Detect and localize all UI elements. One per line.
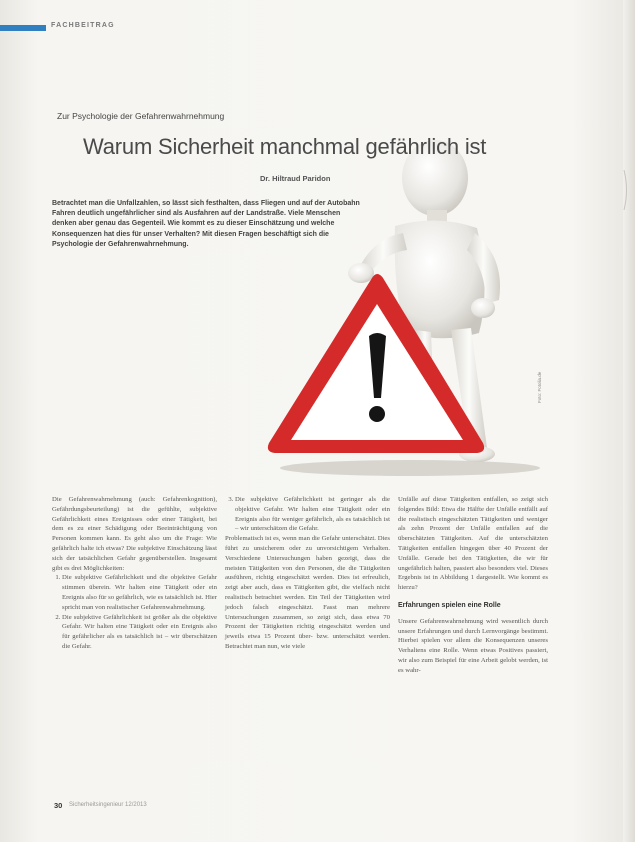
lead-text: Betrachtet man die Unfallzahlen, so lässt sich festhalten, dass Fliegen und auf der Autobahn Fahren deutlich ungefährlicher sind als Ausfahren auf der Landstraße. Viele Menschen denken aber genau das Gegenteil. Wie kommt es zu dieser Einschätzung und welche Konsequenzen hat dies für unser Verhalten? Mit diesen Fragen beschäftigt sich die Psychologie der Gefahrenwahrnehmung. [52,200,360,248]
article-title: Warum Sicherheit manchmal gefährlich ist [83,134,487,159]
magazine-name: Sicherheitsingenieur 12/2013 [69,802,147,808]
floor-shadow [280,460,540,476]
section-label: FACHBEITRAG [51,22,115,29]
section-accent-bar [0,25,46,31]
numbered-list [225,495,390,534]
article-kicker: Zur Psychologie der Gefahrenwahrnehmung [57,111,225,121]
page-number: 30 [54,801,63,810]
paragraph: Die Gefahrenwahrnehmung (auch: Gefahrenkognition), Gefährdungsbeurteilung) ist die gefühlte, subjektive Gefährlichkeit eines Ereignisses oder einer Tätigkeit, bei dem es zu einer Schädigung oder Beeinträchtigung von Personen kommen kann. Es geht also um die Frage: Wie gefährlich halte ich etwas? Die subjektive Einschätzung lässt sich der tatsächlichen Gefahr gegenüberstellen. Insgesamt gibt es drei Möglichkeiten: [52,496,217,572]
list-item: 3. Die subjektive Gefährlichkeit ist geringer als die objektive Gefahr. Wir halten eine Tätigkeit oder ein Ereignis also für weniger gefährlich, als es tatsächlich ist – wir unterschätzen die Gefahr. [235,495,390,534]
warning-triangle-illustration [255,118,555,478]
paragraph: Unfälle auf diese Tätigkeiten entfallen, so zeigt sich folgendes Bild: Etwa die Hälfte der Unfälle entfällt auf die realistisch eingeschätzten Tätigkeiten und weniger als zehn Prozent der Unfälle entfallen auf die überschätzten Tätigkeiten. Auf die unterschätzten Tätigkeiten entfallen hingegen über 40 Prozent der Unfälle. Gerade bei den Tätigkeiten, die wir für ungefährlich halten, passiert also besonders viel. Dieses Ergebnis ist in Abbildung 1 dargestellt. Wie kommt es hierzu? [398,496,548,592]
paragraph: Problematisch ist es, wenn man die Gefahr unterschätzt. Dies führt zu unsicherem oder zu unvorsichtigem Verhalten. Verschiedene Untersuchungen haben gezeigt, dass die meisten Tätigkeiten von den Personen, die die Tätigkeiten ausführen, richtig eingeschätzt werden. Dies ist erfreulich, zeigt aber auch, dass es Tätigkeiten gibt, die vielfach nicht realistisch betrachtet werden. Ein Teil der Tätigkeiten wird jedoch falsch eingeschätzt. Fasst man mehrere Untersuchungen zusammen, so zeigt sich, dass etwa 70 Prozent der Tätigkeiten richtig eingeschätzt werden und jeweils etwa 15 Prozent über- bzw. unterschätzt werden. Betrachtet man nun, wie viele [225,535,390,650]
body-column-1 [52,495,217,652]
article-lead [52,199,362,250]
body-column-3 [398,495,548,676]
list-item: 2. Die subjektive Gefährlichkeit ist größer als die objektive Gefahr. Wir halten eine Tätigkeit oder ein Ereignis also für gefährlicher als es tatsächlich ist – wir überschätzen die Gefahr. [62,613,217,652]
page-fold-shadow [623,0,635,842]
paragraph: Unsere Gefahrenwahrnehmung wird wesentlich durch unsere Erfahrungen und durch Lernvorgänge bestimmt. Hierbei spielen vor allem die Konsequenzen unseres Verhaltens eine Rolle. Wenn etwas Positives passiert, wir also zum Beispiel für eine Arbeit gelobt werden, ist es wahr- [398,617,548,674]
list-item: 1. Die subjektive Gefährlichkeit und die objektive Gefahr stimmen überein. Wir halten eine Tätigkeit oder ein Ereignis also für so gefährlich, wie es tatsächlich ist. Hier spricht man von realistischer Gefahrenwahrnehmung. [62,573,217,612]
section-subheading: Erfahrungen spielen eine Rolle [398,601,501,609]
article-author: Dr. Hiltraud Paridon [260,174,331,183]
numbered-list [52,573,217,651]
page-edge-marks [622,170,630,210]
body-column-2 [225,495,390,652]
photo-credit: Foto: Fotolia.de [537,371,542,403]
